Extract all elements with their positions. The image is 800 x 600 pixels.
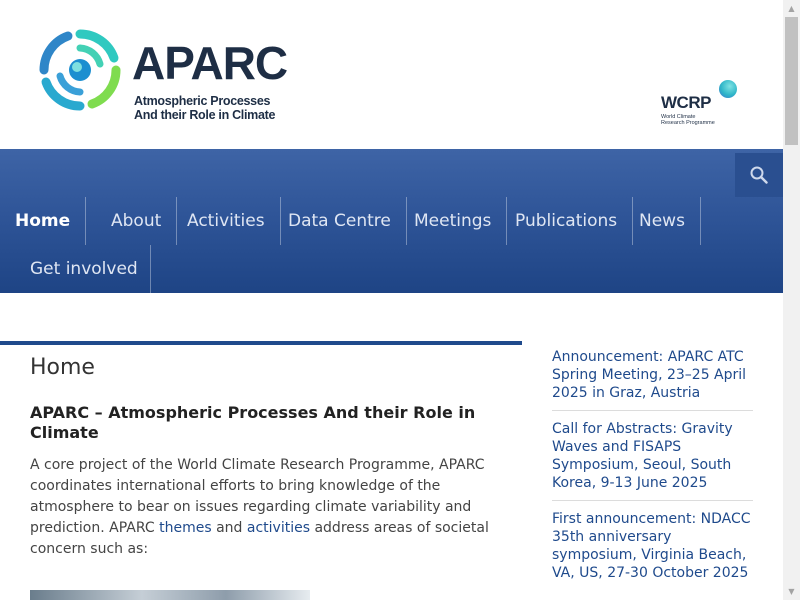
logo-title: APARC [132,37,288,89]
intro-text-3: address areas of societal concern such as: [30,520,489,557]
intro-paragraph [30,455,500,560]
logo-subtitle-line1: Atmospheric Processes [134,94,271,108]
logo-subtitle-line2: And their Role in Climate [134,108,276,122]
themes-link[interactable]: themes [159,520,212,536]
wcrp-globe-icon [719,80,737,98]
main-navigation [0,149,783,293]
hero-image [30,590,310,600]
sidebar-news-item[interactable]: Call for Abstracts: Gravity Waves and FISAPS Symposium, Seoul, South Korea, 9-13 June 2025 [552,420,753,501]
search-icon [750,166,768,184]
nav-data-centre[interactable]: Data Centre [273,197,407,245]
content-divider [0,341,522,345]
vertical-scrollbar[interactable] [783,0,800,600]
nav-get-involved[interactable]: Get involved [0,245,151,293]
scroll-down-arrow-icon[interactable]: ▼ [788,587,795,596]
scrollbar-thumb[interactable] [785,17,798,145]
search-button[interactable] [735,153,783,197]
sidebar-news-item[interactable]: First announcement: NDACC 35th anniversary symposium, Virginia Beach, VA, US, 27-30 October 2025 [552,511,751,581]
sidebar-news-item[interactable]: Announcement: APARC ATC Spring Meeting, 23–25 April 2025 in Graz, Austria [552,348,753,411]
intro-text-2: and [211,520,247,536]
news-sidebar [552,348,753,599]
nav-news[interactable]: News [624,197,701,245]
nav-activities[interactable]: Activities [172,197,281,245]
intro-heading: APARC – Atmospheric Processes And their Role in Climate [30,403,476,442]
page-title: Home [30,355,95,380]
scroll-up-arrow-icon[interactable]: ▲ [788,4,795,13]
logo-subtitle [134,94,275,122]
wcrp-subtitle-line2: Research Programme [661,120,715,126]
nav-meetings[interactable]: Meetings [399,197,507,245]
wcrp-subtitle-line1: World Climate [661,114,696,120]
aparc-logo[interactable] [38,28,318,124]
site-header [0,0,783,149]
aparc-logo-icon [38,28,122,112]
nav-publications[interactable]: Publications [500,197,633,245]
activities-link[interactable]: activities [246,520,311,536]
wcrp-logo[interactable] [660,78,750,130]
wcrp-subtitle [661,114,715,126]
wcrp-title: WCRP [661,93,711,112]
nav-about[interactable]: About [96,197,177,245]
intro-text-1: A core project of the World Climate Research Programme, APARC coordinates international efforts to bring knowledge of the atmosphere to bear on issues regarding climate variability and prediction. APARC [30,457,485,536]
nav-home[interactable]: Home [0,197,86,245]
